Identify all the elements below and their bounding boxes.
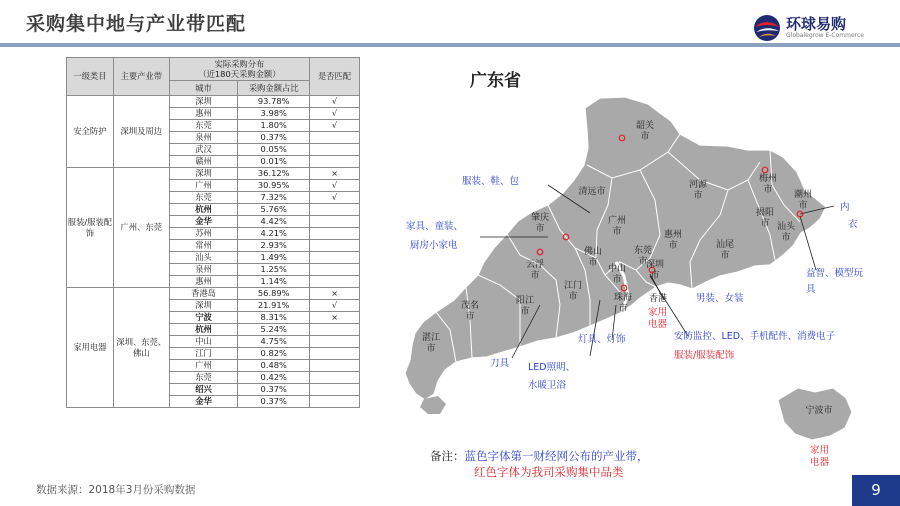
procurement-label-ningbo-appliances-2: 电器: [810, 457, 830, 468]
percentage-cell: 4.42%: [238, 216, 310, 228]
percentage-cell: 2.93%: [238, 240, 310, 252]
belt-label-toys: 益智、模型玩: [806, 268, 864, 279]
city-cell: 深圳: [169, 168, 238, 180]
city-zhanjiang: 湛江市: [421, 333, 440, 354]
city-zhuhai: 珠海市: [613, 293, 632, 314]
city-jieyang: 揭阳市: [755, 208, 774, 229]
belt-label-knives: 刀具: [490, 358, 510, 369]
map-title: 广东省: [470, 71, 521, 91]
city-cell: 杭州: [169, 324, 238, 336]
match-cell: ×: [310, 288, 360, 300]
header-city: 城市: [169, 81, 238, 96]
city-zhongshan: 中山市: [607, 264, 626, 285]
category-cell: 家用电器: [67, 288, 114, 408]
percentage-cell: 7.32%: [238, 192, 310, 204]
city-chaozhou: 潮州市: [793, 190, 812, 211]
city-cell: 绍兴: [169, 384, 238, 396]
percentage-cell: 5.76%: [238, 204, 310, 216]
city-huizhou: 惠州市: [663, 230, 682, 251]
percentage-cell: 8.31%: [238, 312, 310, 324]
city-shaoguan: 韶关市: [635, 121, 654, 142]
note-prefix: 备注：: [430, 449, 465, 463]
city-zhaoqing: 肇庆市: [530, 213, 549, 234]
city-cell: 汕头: [169, 252, 238, 264]
city-cell: 东莞: [169, 372, 238, 384]
city-cell: 东莞: [169, 120, 238, 132]
procurement-label-apparel-accessories: 服装/服装配饰: [674, 350, 735, 361]
city-cell: 惠州: [169, 276, 238, 288]
percentage-cell: 21.91%: [238, 300, 310, 312]
data-source-note: 数据来源：2018年3月份采购数据: [36, 484, 196, 496]
page-title: 采购集中地与产业带匹配: [26, 13, 247, 35]
header-percentage: 采购金额占比: [238, 81, 310, 96]
percentage-cell: 1.49%: [238, 252, 310, 264]
match-cell: √: [310, 108, 360, 120]
city-cell: 金华: [169, 216, 238, 228]
category-cell: 服装/服装配饰: [67, 168, 114, 288]
city-guangzhou: 广州市: [607, 216, 626, 237]
match-cell: ×: [310, 168, 360, 180]
city-cell: 广州: [169, 360, 238, 372]
logo-name: 环球易购: [786, 15, 847, 33]
percentage-cell: 1.25%: [238, 264, 310, 276]
procurement-label-hk-appliances-2: 电器: [648, 319, 668, 330]
belt-label-underwear-2: 衣: [848, 219, 858, 230]
match-cell: ×: [310, 312, 360, 324]
city-cell: 香港岛: [169, 288, 238, 300]
percentage-cell: 0.48%: [238, 360, 310, 372]
city-dongguan: 东莞市: [633, 246, 652, 267]
percentage-cell: 5.24%: [238, 324, 310, 336]
belt-label-led: LED照明、: [528, 362, 576, 373]
city-cell: 深圳: [169, 300, 238, 312]
belt-label-apparel-shoes-bags: 服装、鞋、包: [462, 176, 520, 187]
city-qingyuan: 清远市: [578, 187, 606, 197]
match-cell: √: [310, 180, 360, 192]
percentage-cell: 0.05%: [238, 144, 310, 156]
percentage-cell: 4.75%: [238, 336, 310, 348]
city-cell: 江门: [169, 348, 238, 360]
percentage-cell: 30.95%: [238, 180, 310, 192]
city-foshan: 佛山市: [583, 247, 602, 268]
city-cell: 金华: [169, 396, 238, 408]
header-match: 是否匹配: [310, 58, 360, 96]
belt-label-kitchen-appliances: 厨房小家电: [410, 240, 458, 251]
city-yunfu: 云浮市: [525, 260, 544, 281]
city-cell: 赣州: [169, 156, 238, 168]
percentage-cell: 0.37%: [238, 384, 310, 396]
note-blue-text: 蓝色字体第一财经网公布的产业带，: [464, 449, 649, 463]
match-cell: √: [310, 192, 360, 204]
city-shantou: 汕头市: [776, 222, 795, 243]
city-cell: 杭州: [169, 204, 238, 216]
belt-label-underwear: 内: [840, 202, 850, 213]
percentage-cell: 1.14%: [238, 276, 310, 288]
belt-label-bathroom: 水暖卫浴: [528, 380, 567, 391]
percentage-cell: 36.12%: [238, 168, 310, 180]
percentage-cell: 93.78%: [238, 96, 310, 108]
city-cell: 苏州: [169, 228, 238, 240]
logo-subtitle: Globalegrow E-Commerce: [786, 32, 864, 39]
procurement-label-hk-appliances: 家用: [648, 307, 668, 318]
belt-label-toys-2: 具: [806, 284, 816, 295]
guangdong-province-shape: [405, 97, 826, 400]
percentage-cell: 0.82%: [238, 348, 310, 360]
city-meizhou: 梅州市: [758, 174, 777, 195]
city-jiangmen: 江门市: [563, 281, 582, 302]
city-cell: 中山: [169, 336, 238, 348]
match-cell: √: [310, 96, 360, 108]
procurement-label-ningbo-appliances: 家用: [810, 445, 830, 456]
city-maoming: 茂名市: [460, 301, 479, 322]
header-category: 一级类目: [67, 58, 114, 96]
match-cell: √: [310, 120, 360, 132]
city-ningbo: 宁波市: [805, 406, 833, 416]
city-cell: 泉州: [169, 264, 238, 276]
city-cell: 武汉: [169, 144, 238, 156]
legend-note: [430, 448, 649, 480]
percentage-cell: 1.80%: [238, 120, 310, 132]
belt-cell: 深圳、东莞、佛山: [113, 288, 169, 408]
belt-cell: 深圳及周边: [113, 96, 169, 168]
belt-label-security-electronics: 安防监控、LED、手机配件、消费电子: [674, 331, 836, 342]
percentage-cell: 3.98%: [238, 108, 310, 120]
percentage-cell: 0.37%: [238, 396, 310, 408]
city-heyuan: 河源市: [688, 180, 707, 201]
city-shanwei: 汕尾市: [715, 240, 734, 261]
city-hongkong: 香港: [648, 294, 667, 304]
belt-label-lamps: 灯具、灯饰: [578, 334, 626, 345]
belt-label-clothing: 男装、女装: [696, 293, 744, 304]
city-cell: 深圳: [169, 96, 238, 108]
belt-cell: 广州、东莞: [113, 168, 169, 288]
match-cell: √: [310, 300, 360, 312]
city-cell: 泉州: [169, 132, 238, 144]
category-cell: 安全防护: [67, 96, 114, 168]
header-industry-belt: 主要产业带: [113, 58, 169, 96]
percentage-cell: 0.42%: [238, 372, 310, 384]
city-cell: 惠州: [169, 108, 238, 120]
city-cell: 广州: [169, 180, 238, 192]
city-shenzhen: 深圳市: [645, 260, 664, 281]
percentage-cell: 0.37%: [238, 132, 310, 144]
percentage-cell: 56.89%: [238, 288, 310, 300]
percentage-cell: 4.21%: [238, 228, 310, 240]
city-yangjiang: 阳江市: [515, 296, 534, 317]
city-cell: 宁波: [169, 312, 238, 324]
city-cell: 常州: [169, 240, 238, 252]
page-number: 9: [852, 475, 900, 506]
percentage-cell: 0.01%: [238, 156, 310, 168]
belt-label-furniture: 家具、童装、: [406, 221, 464, 232]
city-cell: 东莞: [169, 192, 238, 204]
header-distribution: 实际采购分布 （近180天采购金额）: [169, 58, 309, 81]
note-red-text: 红色字体为我司采购集中品类: [474, 465, 624, 479]
